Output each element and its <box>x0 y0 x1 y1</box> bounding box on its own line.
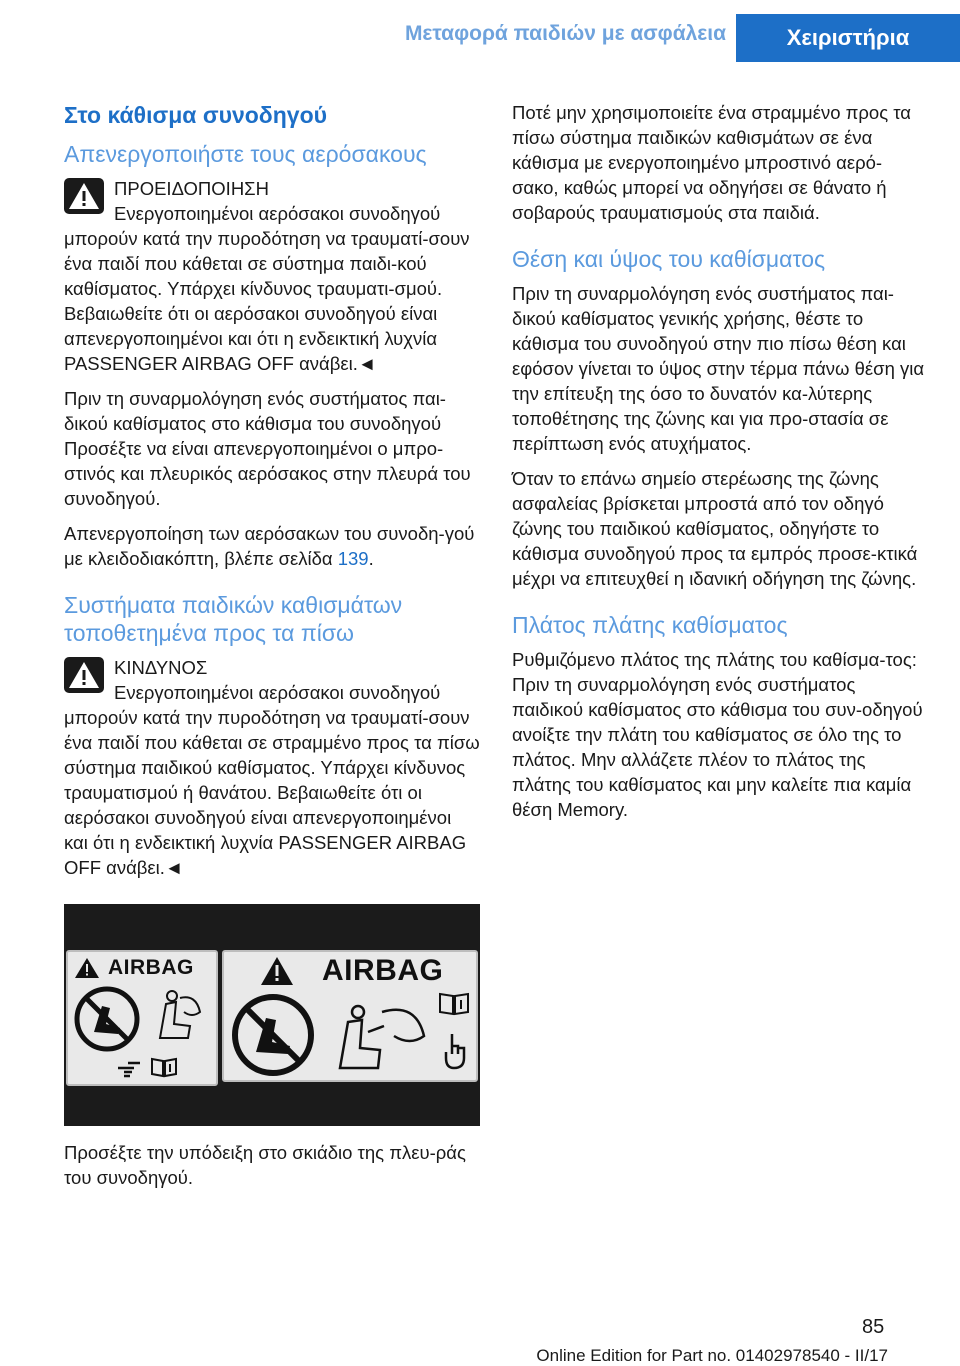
edition-footer: Online Edition for Part no. 01402978540 - II/17 <box>536 1346 888 1365</box>
page-number: 85 <box>862 1316 885 1338</box>
pointing-hand-icon <box>116 1058 144 1078</box>
page-link[interactable]: 139 <box>337 548 369 569</box>
section-heading: Στο κάθισμα συνοδηγού <box>64 102 328 128</box>
airbag-label-small <box>66 950 218 1086</box>
page-header <box>0 0 960 62</box>
warning-icon <box>74 957 100 979</box>
pointing-hand-icon <box>442 1032 470 1070</box>
airbag-label-large <box>222 950 478 1082</box>
paragraph: Πριν τη συναρμολόγηση ενός συστήματος παι‐δικού καθίσματος στο κάθισμα του συνοδηγού Προσέξτε να είναι απενεργοποιημένοι ο μπρο‐στινός και πλευρικός αερόσακος στην πλευρά του συνοδηγού. <box>64 388 471 509</box>
seat-airbag-icon <box>324 992 434 1078</box>
section-tab: Χειριστήρια <box>736 14 960 62</box>
paragraph: Ρυθμιζόμενο πλάτος της πλάτης του καθίσμα‐τος: Πριν τη συναρμολόγηση ενός συστήματος παιδικού καθίσματος στο κάθισμα του συν‐οδηγού ανοίξτε την πλάτη του καθίσματος σε όλο της το πλάτος. Μην αλλάζετε πλέον το πλάτος της πλάτης του καθίσματος και μην καλείτε πια καμία θέση Memory. <box>512 649 923 820</box>
paragraph-with-link <box>64 521 480 571</box>
paragraph: Πριν τη συναρμολόγηση ενός συστήματος παι‐δικού καθίσματος γενικής χρήσης, θέστε το κάθισμα του συνοδηγού στην πιο πίσω θέση και εφόσον γίνεται το ύψος στην τέρμα πάνω θέση για την επίτευξη της όσο το δυνατόν κα‐λύτερης τοποθέτησης της ζώνης και για προ‐στασία σε περίπτωση ενός ατυχήματος. <box>512 283 925 454</box>
paragraph: Όταν το επάνω σημείο στερέωσης της ζώνης ασφαλείας βρίσκεται μπροστά από τον οδηγό ζώνης του παιδικού καθίσματος, οδηγήστε το κάθισμα συνοδηγού προς τα εμπρός προσε‐κτικά μέχρι να επιτευχθεί η ιδανική οδήγηση της ζώνης. <box>512 468 918 589</box>
right-column <box>512 100 928 832</box>
danger-text: Ενεργοποιημένοι αερόσακοι συνοδηγού μπορούν κατά την πυροδότηση να τραυματί‐σουν ένα παιδί που κάθεται σε στραμμένο προς τα πίσω σύστημα παιδικού καθίσματος. Υπάρχει κίνδυνος τραυματισμού ή θανάτου. Βεβαιωθείτε ότι οι αερόσακοι συνοδηγού είναι απενεργοποιημένοι και ότι η ενδεικτική λυχνία PASSENGER AIRBAG OFF ανάβει.◄ <box>64 682 480 878</box>
chapter-title: Μεταφορά παιδιών με ασφάλεια <box>404 22 726 45</box>
image-caption: Προσέξτε την υπόδειξη στο σκιάδιο της πλευ‐ράς του συνοδηγού. <box>64 1142 466 1188</box>
text: . <box>368 548 374 569</box>
paragraph: Ποτέ μην χρησιμοποιείτε ένα στραμμένο προς τα πίσω σύστημα παιδικών καθισμάτων σε ένα κάθισμα με ενεργοποιημένο μπροστινό αερό‐σακο, καθώς μπορεί να οδηγήσει σε θάνατο ή σοβαρούς τραυματισμούς στα παιδιά. <box>512 102 912 223</box>
subheading-disable-airbags: Απενεργοποιήστε τους αερόσακους <box>64 141 427 167</box>
warning-text: Ενεργοποιημένοι αερόσακοι συνοδηγού μπορούν κατά την πυροδότηση να τραυματί‐σουν ένα παιδί που κάθεται σε σύστημα παιδι‐κού καθίσματος. Υπάρχει κίνδυνος τραυματι‐σμού. Βεβαιωθείτε ότι οι αερόσακοι συνοδηγού είναι απενεργοποιημένοι και ότι η ενδεικτική λυχνία PASSENGER AIRBAG OFF ανάβει.◄ <box>64 203 470 374</box>
no-child-seat-icon <box>228 990 318 1080</box>
danger-title: ΚΙΝΔΥΝΟΣ <box>114 657 208 678</box>
text: Απενεργοποίηση των αερόσακων του συνοδη‐γού με κλειδοδιακόπτη, βλέπε σελίδα <box>64 523 475 569</box>
seat-airbag-icon <box>146 984 210 1048</box>
warning-icon <box>64 178 104 214</box>
warning-icon <box>64 657 104 693</box>
manual-book-icon <box>438 990 470 1016</box>
airbag-label-photo <box>64 904 480 1126</box>
airbag-label-text: AIRBAG <box>108 956 194 979</box>
left-column <box>64 100 480 1200</box>
no-child-seat-icon <box>72 984 142 1054</box>
subheading-rear-facing: Συστήματα παιδικών καθισμάτων τοποθετημένα προς τα πίσω <box>64 592 403 646</box>
manual-book-icon <box>150 1056 178 1078</box>
subheading-backrest-width: Πλάτος πλάτης καθίσματος <box>512 612 788 638</box>
danger-block <box>64 655 480 880</box>
warning-title: ΠΡΟΕΙΔΟΠΟΙΗΣΗ <box>114 178 269 199</box>
warning-block <box>64 176 480 376</box>
warning-icon <box>260 956 294 986</box>
subheading-seat-position: Θέση και ύψος του καθίσματος <box>512 246 826 272</box>
airbag-label-text: AIRBAG <box>322 954 444 987</box>
